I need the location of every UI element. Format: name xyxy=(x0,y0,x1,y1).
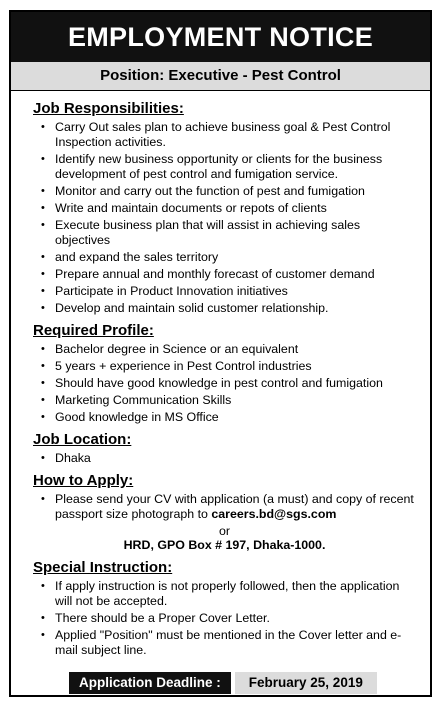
notice-content xyxy=(33,100,416,660)
deadline-label: Application Deadline : xyxy=(69,672,231,694)
list-item: • Should have good knowledge in pest control and fumigation xyxy=(33,376,416,391)
list-item: • Write and maintain documents or repots of clients xyxy=(33,201,416,216)
deadline-bar xyxy=(69,672,377,694)
list-item: • Identify new business opportunity or clients for the business development of pest control and fumigation service. xyxy=(33,152,416,182)
list-item: • Bachelor degree in Science or an equivalent xyxy=(33,342,416,357)
job-location-heading: Job Location: xyxy=(33,431,132,448)
position-title: Position: Executive - Pest Control xyxy=(11,62,430,91)
or-text: or xyxy=(218,524,231,538)
apply-text: Please send your CV with application (a must) and copy of recent passport size photograph to xyxy=(55,492,414,521)
email-address: careers.bd@sgs.com xyxy=(211,507,337,521)
job-location-list xyxy=(33,451,416,466)
how-to-apply-list xyxy=(33,492,416,522)
address-text: HRD, GPO Box # 197, Dhaka-1000. xyxy=(123,538,326,552)
list-item: • Good knowledge in MS Office xyxy=(33,410,416,425)
list-item: • Dhaka xyxy=(33,451,416,466)
list-item: • Marketing Communication Skills xyxy=(33,393,416,408)
list-item: • Applied "Position" must be mentioned in the Cover letter and e-mail subject line. xyxy=(33,628,416,658)
list-item: • 5 years + experience in Pest Control industries xyxy=(33,359,416,374)
job-responsibilities-heading: Job Responsibilities: xyxy=(33,100,184,117)
required-profile-list xyxy=(33,342,416,425)
list-item: • If apply instruction is not properly followed, then the application will not be accepted. xyxy=(33,579,416,609)
special-instruction-list xyxy=(33,579,416,658)
list-item: • and expand the sales territory xyxy=(33,250,416,265)
list-item: • Carry Out sales plan to achieve business goal & Pest Control Inspection activities. xyxy=(33,120,416,150)
list-item: • Prepare annual and monthly forecast of customer demand xyxy=(33,267,416,282)
special-instruction-heading: Special Instruction: xyxy=(33,559,173,576)
employment-notice xyxy=(9,10,432,697)
list-item: • Develop and maintain solid customer relationship. xyxy=(33,301,416,316)
list-item: • Execute business plan that will assist in achieving sales objectives xyxy=(33,218,416,248)
list-item: • Monitor and carry out the function of pest and fumigation xyxy=(33,184,416,199)
notice-title: EMPLOYMENT NOTICE xyxy=(11,12,430,62)
postal-address xyxy=(33,538,416,553)
required-profile-heading: Required Profile: xyxy=(33,322,154,339)
how-to-apply-heading: How to Apply: xyxy=(33,472,134,489)
job-responsibilities-list xyxy=(33,120,416,316)
list-item: • There should be a Proper Cover Letter. xyxy=(33,611,416,626)
list-item: • Participate in Product Innovation initiatives xyxy=(33,284,416,299)
list-item xyxy=(33,492,416,522)
deadline-date: February 25, 2019 xyxy=(235,672,377,694)
